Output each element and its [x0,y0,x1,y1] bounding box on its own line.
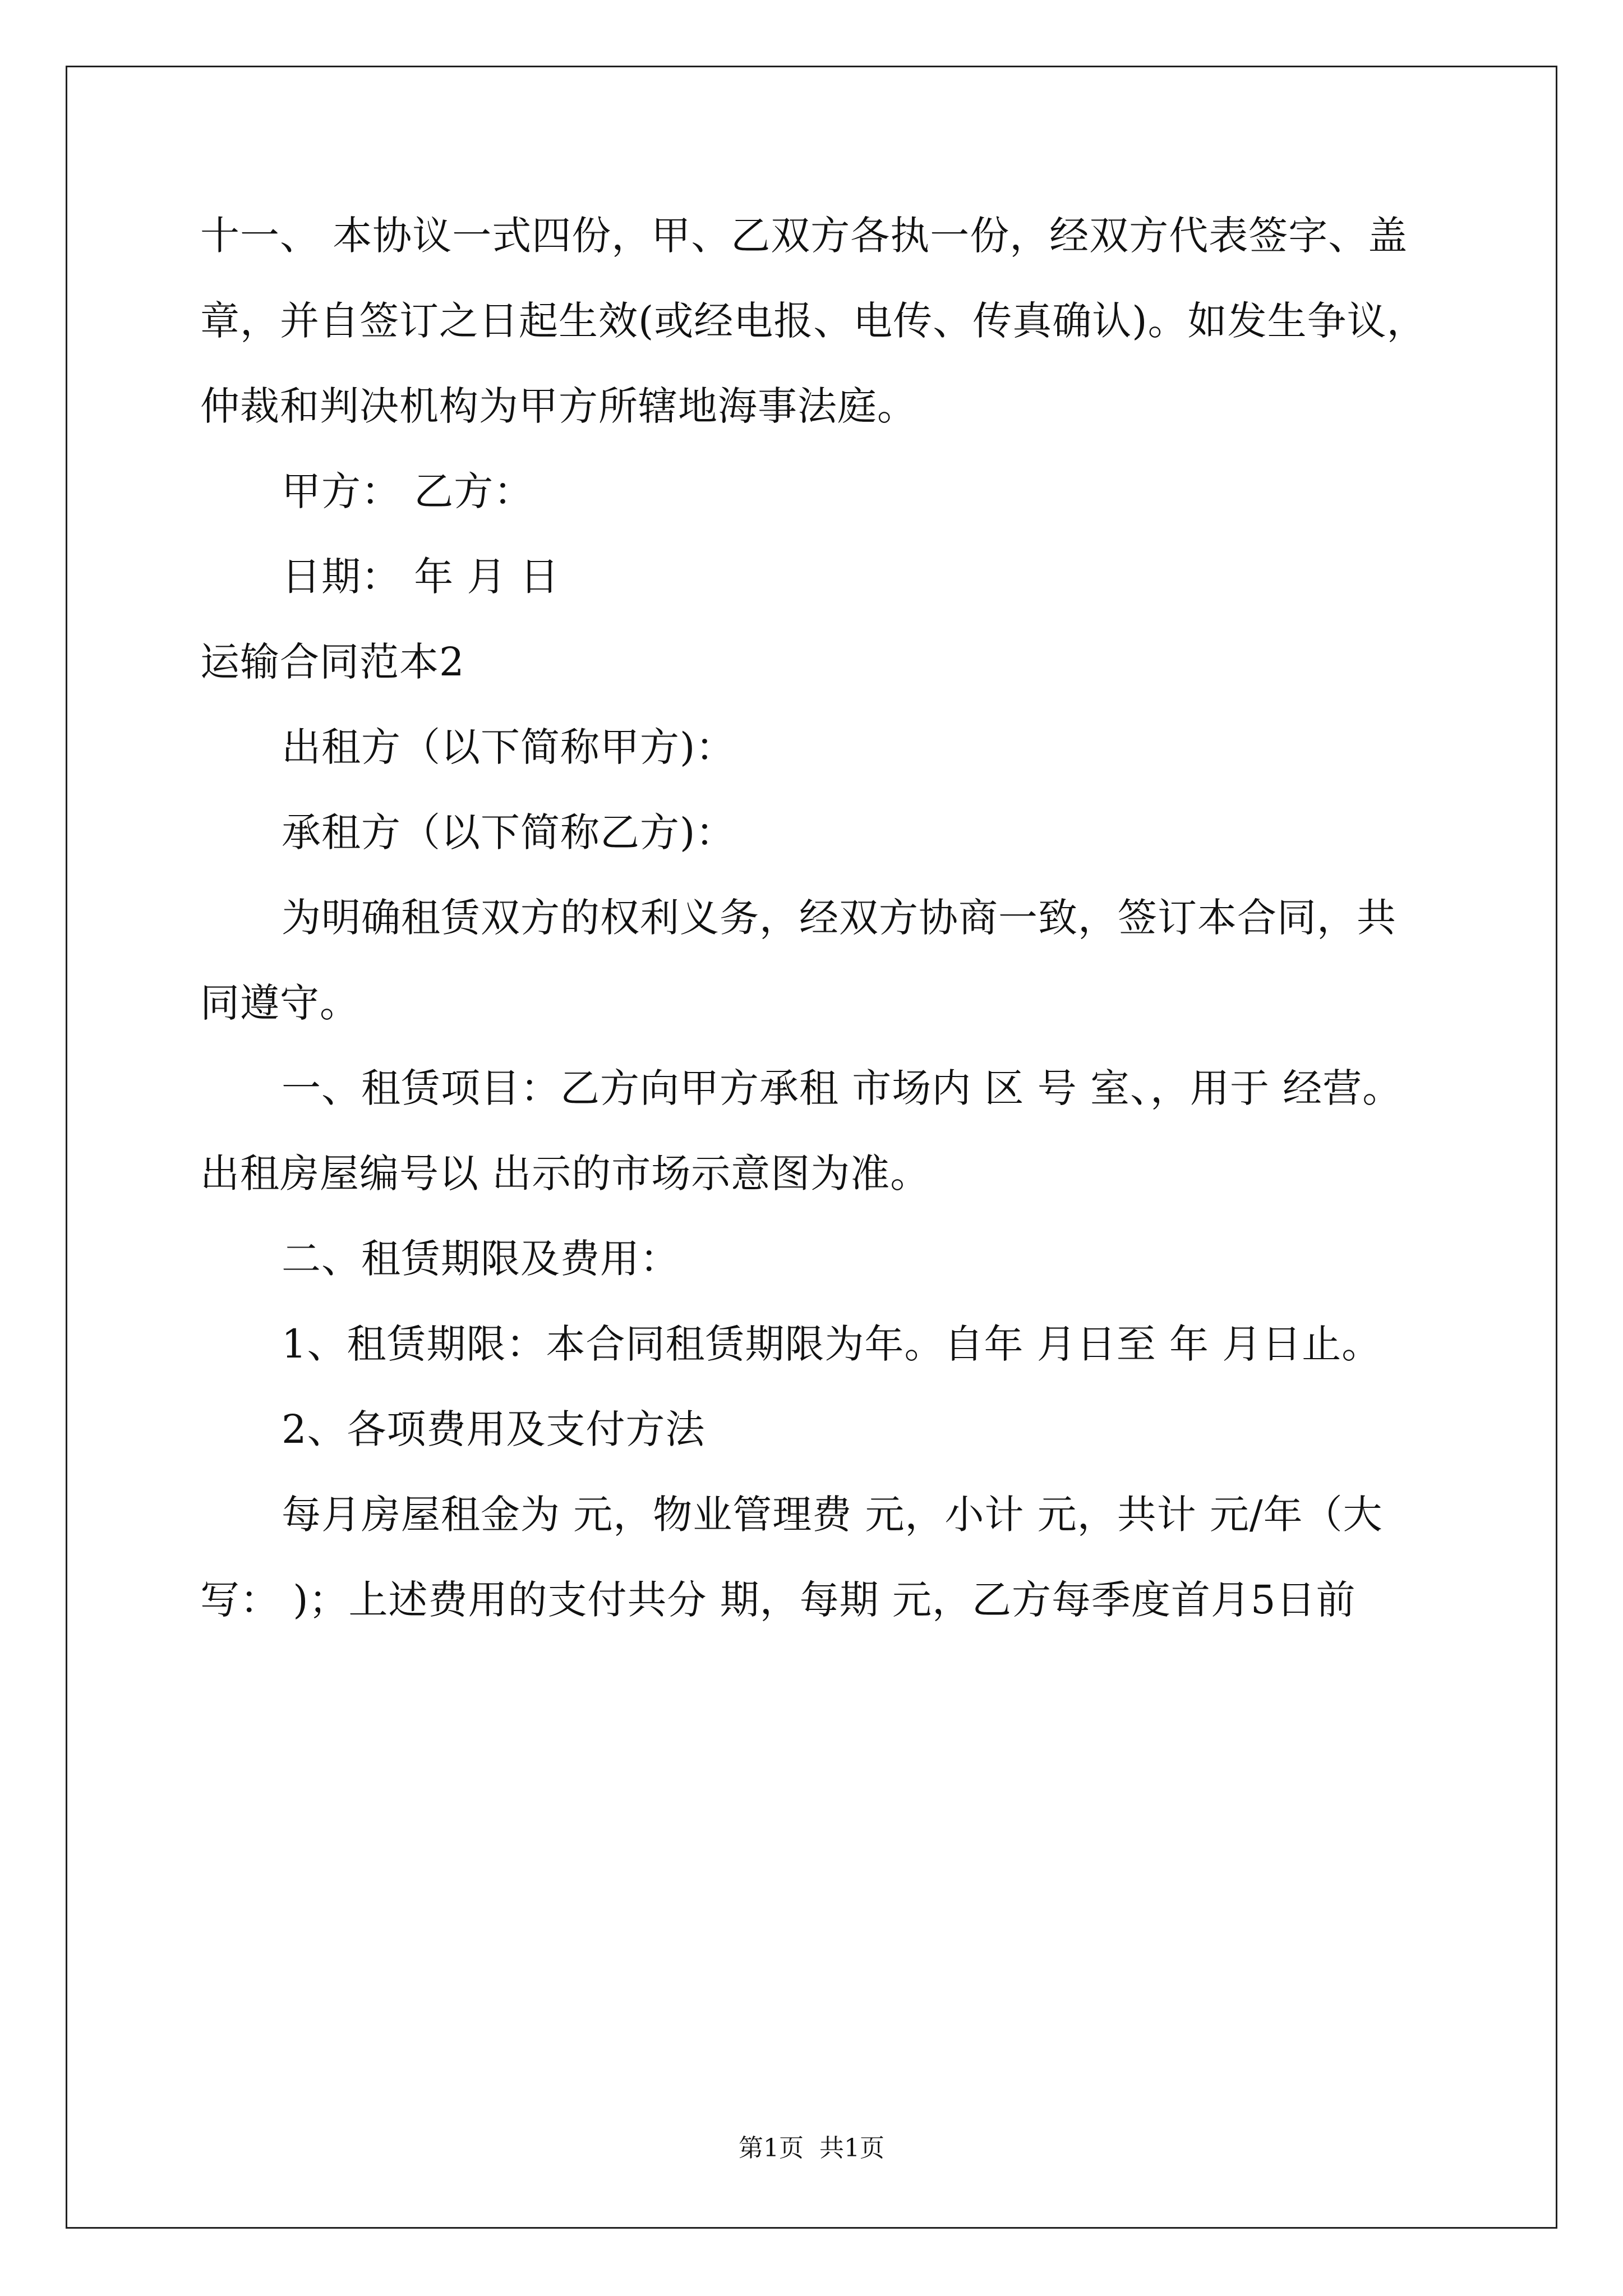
lessee-line: 承租方（以下简称乙方)： [282,809,736,855]
clause-item: 2、各项费用及支付方法 [282,1406,706,1452]
section-title: 运输合同范本2 [200,639,465,685]
text-line: 仲裁和判决机构为甲方所辖地海事法庭。 [200,383,917,429]
text-line: 十一、 本协议一式四份，甲、乙双方各执一份，经双方代表签字、盖 [200,213,1408,259]
text-line: 写： )；上述费用的支付共分 期，每期 元，乙方每季度首月5日前 [200,1577,1356,1623]
text-line: 同遵守。 [200,980,359,1026]
date-line: 日期： 年 月 日 [282,554,560,600]
clause-heading: 一、租赁项目：乙方向甲方承租 市场内 区 号 室、，用于 经营。 [282,1065,1403,1111]
text-line: 出租房屋编号以 出示的市场示意图为准。 [200,1151,930,1197]
text-line: 章，并自签订之日起生效(或经电报、电传、传真确认)。如发生争议， [200,298,1427,344]
document-body [200,213,1434,1663]
clause-heading: 二、租赁期限及费用： [282,1236,680,1282]
page-footer: 第1页 共1页 [739,2134,884,2162]
signature-parties-line: 甲方： 乙方： [282,468,534,514]
lessor-line: 出租方（以下简称甲方)： [282,724,736,770]
text-line: 每月房屋租金为 元，物业管理费 元，小计 元，共计 元/年（大 [282,1492,1383,1538]
clause-item: 1、租赁期限：本合同租赁期限为年。自年 月日至 年 月日止。 [282,1321,1382,1367]
text-line: 为明确租赁双方的权利义务，经双方协商一致，签订本合同，共 [282,895,1396,941]
